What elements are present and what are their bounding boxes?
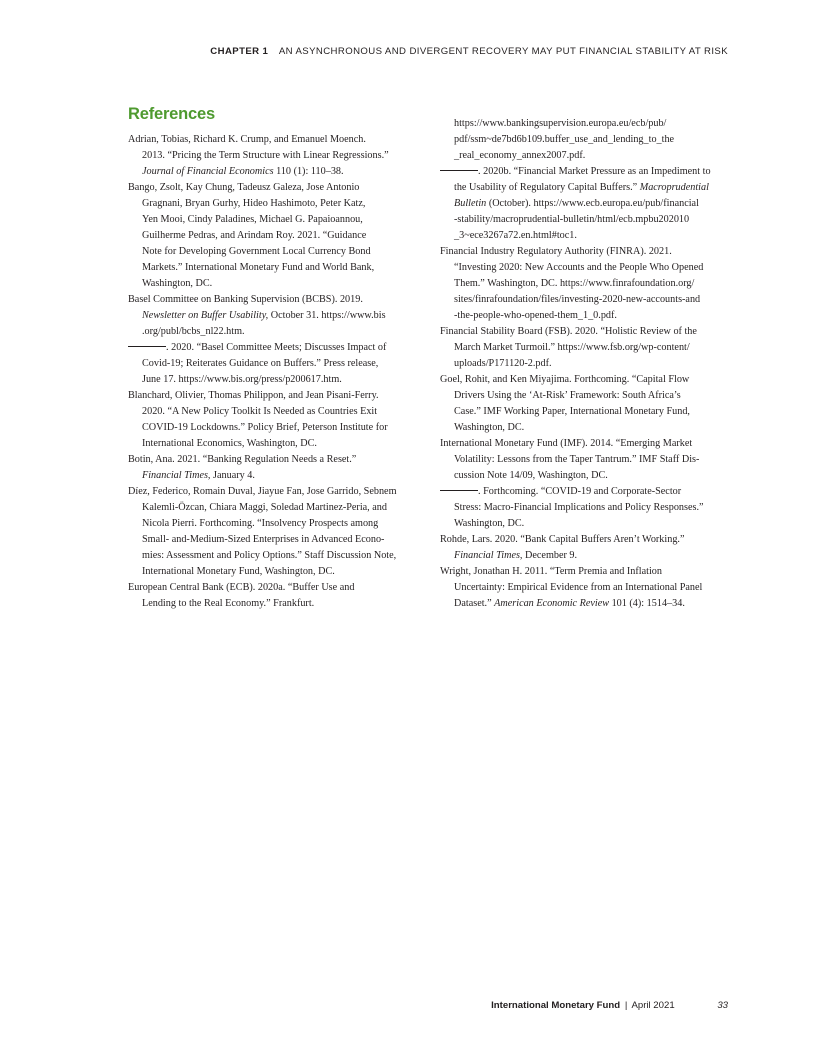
references-left-column: [128, 132, 428, 612]
footer-organization: International Monetary Fund: [491, 1000, 621, 1011]
chapter-label: CHAPTER 1: [210, 46, 269, 57]
reference-line: Yen Mooi, Cindy Paladines, Michael G. Papaioannou,: [142, 214, 363, 225]
reference-line: Stress: Macro-Financial Implications and Policy Responses.”: [454, 502, 704, 513]
reference-line: mies: Assessment and Policy Options.” Staff Discussion Note,: [142, 550, 397, 561]
reference-line: Bulletin (October). https://www.ecb.europa.eu/pub/financial: [454, 198, 699, 209]
reference-line: Blanchard, Olivier, Thomas Philippon, and Jean Pisani-Ferry.: [128, 390, 379, 401]
reference-line: Newsletter on Buffer Usability, October 31. https://www.bis: [142, 310, 386, 321]
reference-line: . 2020b. “Financial Market Pressure as an Impediment to: [440, 164, 732, 180]
repeat-author-dash: [440, 170, 478, 171]
reference-line: https://www.bankingsupervision.europa.eu/ecb/pub/: [454, 118, 667, 129]
reference-line: Goel, Rohit, and Ken Miyajima. Forthcoming. “Capital Flow: [440, 374, 690, 385]
reference-line: Guilherme Pedras, and Arindam Roy. 2021. “Guidance: [142, 230, 367, 241]
reference-line: Covid-19; Reiterates Guidance on Buffers.” Press release,: [142, 358, 379, 369]
reference-line: the Usability of Regulatory Capital Buffers.” Macroprudential: [454, 182, 709, 193]
reference-line: European Central Bank (ECB). 2020a. “Buffer Use and: [128, 582, 355, 593]
reference-line: Financial Times, January 4.: [142, 470, 255, 481]
reference-line: _real_economy_annex2007.pdf.: [454, 150, 586, 161]
reference-line: Díez, Federico, Romain Duval, Jiayue Fan, Jose Garrido, Sebnem: [128, 486, 397, 497]
reference-line: Basel Committee on Banking Supervision (BCBS). 2019.: [128, 294, 363, 305]
repeat-author-dash: [440, 490, 478, 491]
reference-line: Note for Developing Government Local Currency Bond: [142, 246, 371, 257]
page-number: 33: [717, 1000, 728, 1011]
reference-line: Uncertainty: Empirical Evidence from an International Panel: [454, 582, 703, 593]
reference-line: sites/finrafoundation/files/investing-2020-new-accounts-and: [454, 294, 701, 305]
reference-line: Volatility: Lessons from the Taper Tantrum.” IMF Staff Dis-: [454, 454, 700, 465]
reference-line: Washington, DC.: [142, 278, 213, 289]
reference-line: International Monetary Fund, Washington, DC.: [142, 566, 335, 577]
reference-line: March Market Turmoil.” https://www.fsb.org/wp-content/: [454, 342, 690, 353]
reference-line: Adrian, Tobias, Richard K. Crump, and Emanuel Moench.: [128, 134, 366, 145]
reference-line: _3~ece3267a72.en.html#toc1.: [454, 230, 577, 241]
journal-title: American Economic Review: [494, 598, 610, 609]
reference-line: Financial Industry Regulatory Authority (FINRA). 2021.: [440, 246, 672, 257]
repeat-author-dash: [128, 346, 166, 347]
reference-line: Them.” Washington, DC. https://www.finrafoundation.org/: [454, 278, 695, 289]
reference-line: Washington, DC.: [454, 422, 525, 433]
reference-line: Small- and-Medium-Sized Enterprises in Advanced Econo-: [142, 534, 385, 545]
reference-line: Lending to the Real Economy.” Frankfurt.: [142, 598, 315, 609]
journal-title: Macroprudential: [639, 182, 709, 193]
journal-title: Bulletin: [454, 198, 487, 209]
reference-line: pdf/ssm~de7bd6b109.buffer_use_and_lending_to_the: [454, 134, 675, 145]
reference-line: “Investing 2020: New Accounts and the People Who Opened: [454, 262, 704, 273]
reference-line: Journal of Financial Economics 110 (1): 110–38.: [142, 166, 344, 177]
reference-line: . Forthcoming. “COVID-19 and Corporate-Sector: [440, 484, 732, 500]
reference-line: 2013. “Pricing the Term Structure with Linear Regressions.”: [142, 150, 389, 161]
footer-separator: |: [624, 1000, 628, 1011]
journal-title: Newsletter on Buffer Usability,: [142, 310, 269, 321]
footer-date: April 2021: [631, 1000, 675, 1011]
journal-title: Financial Times,: [454, 550, 523, 561]
reference-line: -stability/macroprudential-bulletin/html/ecb.mpbu202010: [454, 214, 690, 225]
reference-line: Financial Stability Board (FSB). 2020. “Holistic Review of the: [440, 326, 697, 337]
reference-line: Rohde, Lars. 2020. “Bank Capital Buffers Aren’t Working.”: [440, 534, 685, 545]
reference-line: June 17. https://www.bis.org/press/p200617.htm.: [142, 374, 342, 385]
reference-line: uploads/P171120-2.pdf.: [454, 358, 552, 369]
reference-line: COVID-19 Lockdowns.” Policy Brief, Peterson Institute for: [142, 422, 388, 433]
reference-line: Dataset.” American Economic Review 101 (4): 1514–34.: [454, 598, 685, 609]
chapter-title: AN ASYNCHRONOUS AND DIVERGENT RECOVERY MAY PUT FINANCIAL STABILITY AT RISK: [278, 46, 728, 57]
reference-line: .org/publ/bcbs_nl22.htm.: [142, 326, 245, 337]
reference-line: Gragnani, Bryan Gurhy, Hideo Hashimoto, Peter Katz,: [142, 198, 366, 209]
reference-line: 2020. “A New Policy Toolkit Is Needed as Countries Exit: [142, 406, 378, 417]
running-header: [210, 46, 728, 57]
reference-line: Case.” IMF Working Paper, International Monetary Fund,: [454, 406, 690, 417]
reference-line: Drivers Using the ‘At-Risk’ Framework: South Africa’s: [454, 390, 681, 401]
references-heading: References: [128, 105, 215, 123]
reference-line: . 2020. “Basel Committee Meets; Discusses Impact of: [128, 340, 428, 356]
reference-line: Washington, DC.: [454, 518, 525, 529]
references-right-column: [440, 116, 732, 612]
reference-line: Financial Times, December 9.: [454, 550, 578, 561]
journal-title: Financial Times,: [142, 470, 211, 481]
journal-title: Journal of Financial Economics: [142, 166, 274, 177]
reference-line: Nicola Pierri. Forthcoming. “Insolvency Prospects among: [142, 518, 379, 529]
reference-line: Wright, Jonathan H. 2011. “Term Premia and Inflation: [440, 566, 662, 577]
page-footer: [491, 1000, 728, 1011]
reference-line: International Monetary Fund (IMF). 2014. “Emerging Market: [440, 438, 693, 449]
reference-line: Markets.” International Monetary Fund and World Bank,: [142, 262, 375, 273]
reference-line: Kalemli-Özcan, Chiara Maggi, Soledad Martinez-Peria, and: [142, 502, 387, 513]
reference-line: Bango, Zsolt, Kay Chung, Tadeusz Galeza, Jose Antonio: [128, 182, 360, 193]
reference-line: cussion Note 14/09, Washington, DC.: [454, 470, 608, 481]
reference-line: Botin, Ana. 2021. “Banking Regulation Needs a Reset.”: [128, 454, 357, 465]
reference-line: -the-people-who-opened-them_1_0.pdf.: [454, 310, 617, 321]
reference-line: International Economics, Washington, DC.: [142, 438, 317, 449]
